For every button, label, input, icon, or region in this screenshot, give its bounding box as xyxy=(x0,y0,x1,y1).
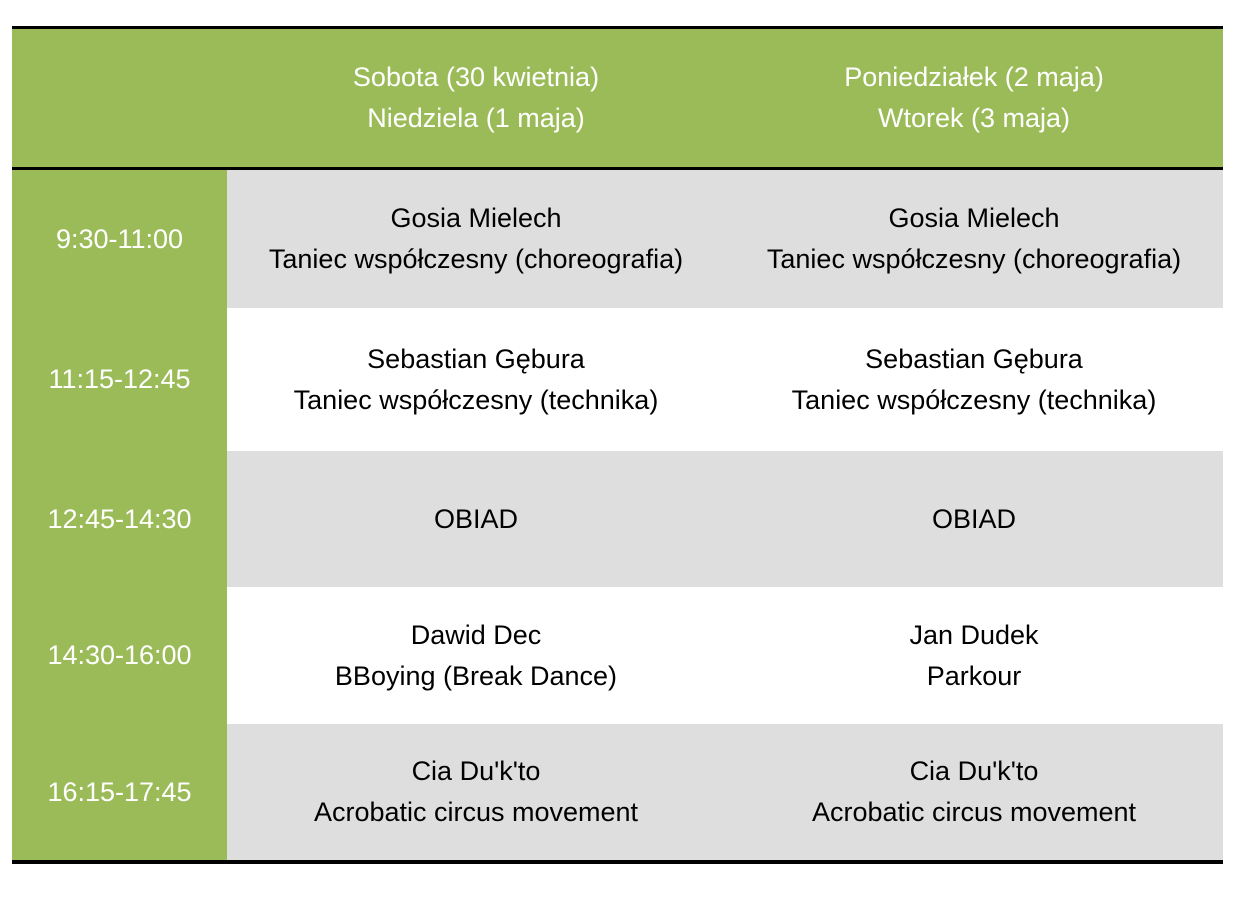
session-cell xyxy=(227,308,725,451)
lunch-label: OBIAD xyxy=(931,503,1017,534)
session-activity: Parkour xyxy=(926,660,1022,691)
lunch-cell xyxy=(725,451,1223,587)
header-corner-cell xyxy=(12,29,227,167)
schedule-table xyxy=(12,26,1223,864)
session-activity: Acrobatic circus movement xyxy=(313,797,639,827)
header-col-sat-sun xyxy=(227,29,725,167)
session-instructor: Cia Du'k'to xyxy=(411,756,541,786)
lunch-label: OBIAD xyxy=(433,503,519,534)
table-row xyxy=(12,587,1223,724)
session-cell xyxy=(725,170,1223,308)
header-col2-line1: Poniedziałek (2 maja) xyxy=(844,62,1104,92)
session-cell xyxy=(227,170,725,308)
session-instructor: Gosia Mielech xyxy=(390,203,562,233)
table-row xyxy=(12,724,1223,860)
header-col-mon-tue xyxy=(725,29,1223,167)
table-row xyxy=(12,451,1223,587)
time-slot: 12:45-14:30 xyxy=(12,451,227,587)
session-cell xyxy=(227,724,725,860)
session-instructor: Cia Du'k'to xyxy=(909,756,1039,786)
table-row xyxy=(12,308,1223,451)
session-activity: Taniec współczesny (technika) xyxy=(293,384,659,415)
session-activity: Acrobatic circus movement xyxy=(811,797,1137,827)
session-activity: BBoying (Break Dance) xyxy=(334,660,618,691)
session-cell xyxy=(725,308,1223,451)
table-row xyxy=(12,170,1223,308)
session-instructor: Sebastian Gębura xyxy=(865,343,1083,374)
header-col1-line1: Sobota (30 kwietnia) xyxy=(352,62,600,92)
session-instructor: Gosia Mielech xyxy=(888,203,1060,233)
session-activity: Taniec współczesny (technika) xyxy=(791,384,1157,415)
session-instructor: Dawid Dec xyxy=(410,619,542,650)
session-activity: Taniec współczesny (choreografia) xyxy=(268,244,684,274)
session-instructor: Jan Dudek xyxy=(909,619,1039,650)
session-activity: Taniec współczesny (choreografia) xyxy=(766,244,1182,274)
header-row xyxy=(12,29,1223,170)
session-cell xyxy=(227,587,725,724)
session-cell xyxy=(725,587,1223,724)
time-slot: 11:15-12:45 xyxy=(12,308,227,451)
time-slot: 9:30-11:00 xyxy=(12,170,227,308)
session-cell xyxy=(725,724,1223,860)
lunch-cell xyxy=(227,451,725,587)
time-slot: 14:30-16:00 xyxy=(12,587,227,724)
time-slot: 16:15-17:45 xyxy=(12,724,227,860)
header-col2-line2: Wtorek (3 maja) xyxy=(877,103,1071,133)
session-instructor: Sebastian Gębura xyxy=(367,343,585,374)
header-col1-line2: Niedziela (1 maja) xyxy=(367,103,585,133)
